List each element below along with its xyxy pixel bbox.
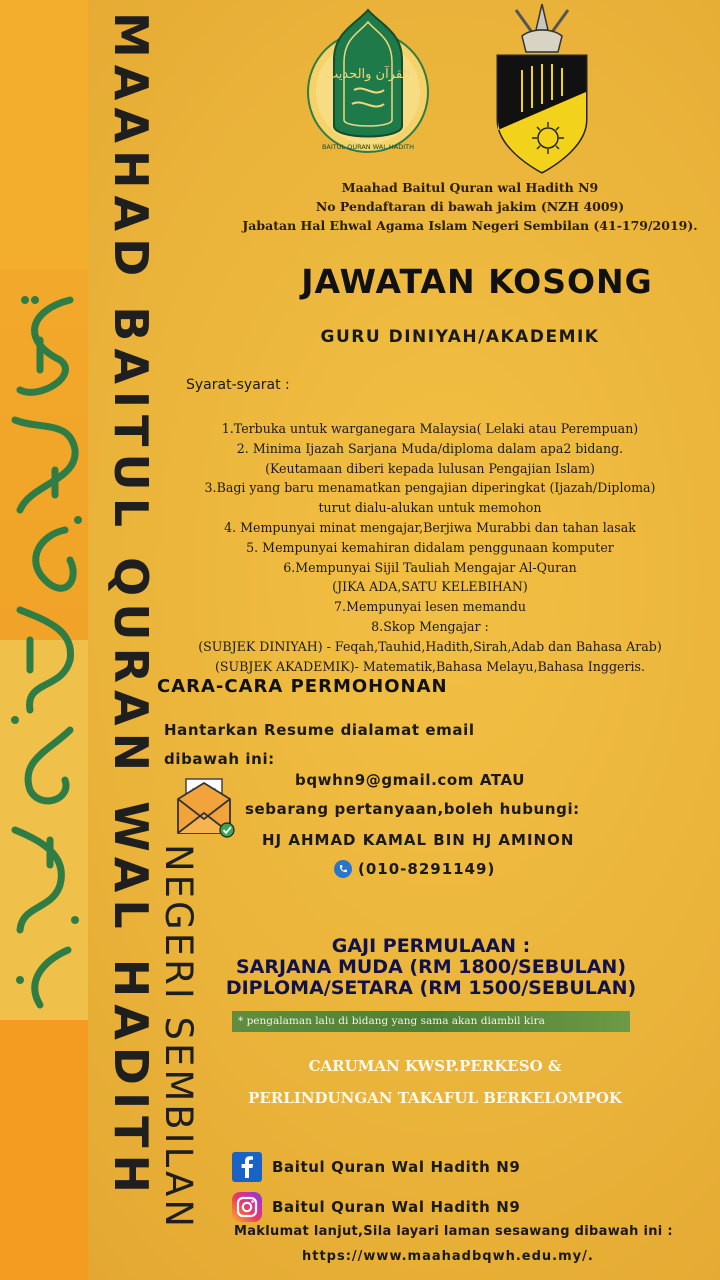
baitul-quran-logo xyxy=(304,8,432,158)
requirement-line: 7.Mempunyai lesen memandu xyxy=(334,599,526,615)
facebook-icon xyxy=(232,1152,262,1182)
headline: JAWATAN KOSONG xyxy=(301,262,653,301)
logo-ring-text: BAITUL QURAN WAL HADITH xyxy=(321,143,415,151)
benefits-line-2: PERLINDUNGAN TAKAFUL BERKELOMPOK xyxy=(248,1089,622,1107)
benefits-line-1: CARUMAN KWSP.PERKESO & xyxy=(308,1057,562,1075)
application-title: CARA-CARA PERMOHONAN xyxy=(157,676,448,697)
organization-info xyxy=(220,178,720,235)
phone-icon xyxy=(334,860,352,878)
instagram-icon xyxy=(232,1192,262,1222)
benefits-info xyxy=(190,1050,680,1114)
requirement-line: 2. Minima Ijazah Sarjana Muda/diploma dalam apa2 bidang. xyxy=(236,440,624,456)
vertical-title-sub: NEGERI SEMBILAN xyxy=(157,844,200,1231)
contact-name: HJ AHMAD KAMAL BIN HJ AMINON xyxy=(262,831,575,849)
requirement-line: 4. Mempunyai minat mengajar,Berjiwa Murabbi dan tahan lasak xyxy=(224,519,636,535)
logo-arabic-text: القرآن والحديث xyxy=(325,67,411,82)
application-instruction-2: dibawah ini: xyxy=(164,750,275,768)
org-name: Maahad Baitul Quran wal Hadith N9 xyxy=(341,180,599,195)
requirement-line: 5. Mempunyai kemahiran didalam penggunaan komputer xyxy=(246,539,614,555)
org-department: Jabatan Hal Ehwal Agama Islam Negeri Sembilan (41-179/2019). xyxy=(242,218,698,233)
requirement-line: 6.Mempunyai Sijil Tauliah Mengajar Al-Quran xyxy=(283,559,577,575)
job-position: GURU DINIYAH/AKADEMIK xyxy=(320,327,600,347)
requirement-line: (Keutamaan diberi kepada lulusan Pengajian Islam) xyxy=(265,460,595,476)
arabic-calligraphy-decoration xyxy=(0,280,90,1020)
requirement-line: 8.Skop Mengajar : xyxy=(371,618,489,634)
contact-email[interactable]: bqwhn9@gmail.com ATAU xyxy=(295,771,526,789)
requirement-line: (SUBJEK DINIYAH) - Feqah,Tauhid,Hadith,Sirah,Adab dan Bahasa Arab) xyxy=(198,638,662,654)
requirement-line: (JIKA ADA,SATU KELEBIHAN) xyxy=(332,579,528,595)
website-link[interactable]: https://www.maahadbqwh.edu.my/. xyxy=(302,1249,594,1264)
salary-degree: SARJANA MUDA (RM 1800/SEBULAN) xyxy=(235,956,627,978)
salary-info xyxy=(196,936,666,999)
vertical-title-main: MAAHAD BAITUL QURAN WAL HADITH xyxy=(104,12,158,1200)
salary-diploma: DIPLOMA/SETARA (RM 1500/SEBULAN) xyxy=(225,977,637,999)
strip-band-top xyxy=(0,0,88,270)
envelope-icon xyxy=(176,777,236,839)
contact-phone[interactable] xyxy=(334,860,495,878)
requirement-line: turut dialu-alukan untuk memohon xyxy=(318,500,542,516)
facebook-link[interactable] xyxy=(232,1152,520,1182)
instagram-link[interactable] xyxy=(232,1192,520,1222)
experience-note: * pengalaman lalu di bidang yang sama akan diambil kira xyxy=(232,1011,630,1032)
phone-number: (010-8291149) xyxy=(358,860,496,878)
facebook-label: Baitul Quran Wal Hadith N9 xyxy=(272,1158,521,1176)
negeri-sembilan-crest xyxy=(492,0,592,178)
requirements-list xyxy=(150,419,710,676)
requirement-line: (SUBJEK AKADEMIK)- Matematik,Bahasa Melayu,Bahasa Inggeris. xyxy=(215,658,645,674)
instagram-label: Baitul Quran Wal Hadith N9 xyxy=(272,1198,521,1216)
salary-title: GAJI PERMULAAN : xyxy=(331,935,531,957)
more-info-text: Maklumat lanjut,Sila layari laman sesawang dibawah ini : xyxy=(234,1224,673,1239)
requirement-line: 3.Bagi yang baru menamatkan pengajian diperingkat (Ijazah/Diploma) xyxy=(204,480,656,496)
inquiry-text: sebarang pertanyaan,boleh hubungi: xyxy=(245,800,580,818)
application-instruction-1: Hantarkan Resume dialamat email xyxy=(164,721,475,739)
strip-band-bottom xyxy=(0,1020,88,1280)
requirement-line: 1.Terbuka untuk warganegara Malaysia( Lelaki atau Perempuan) xyxy=(221,421,639,436)
org-registration: No Pendaftaran di bawah jakim (NZH 4009) xyxy=(315,199,625,214)
requirements-label: Syarat-syarat : xyxy=(186,377,290,393)
